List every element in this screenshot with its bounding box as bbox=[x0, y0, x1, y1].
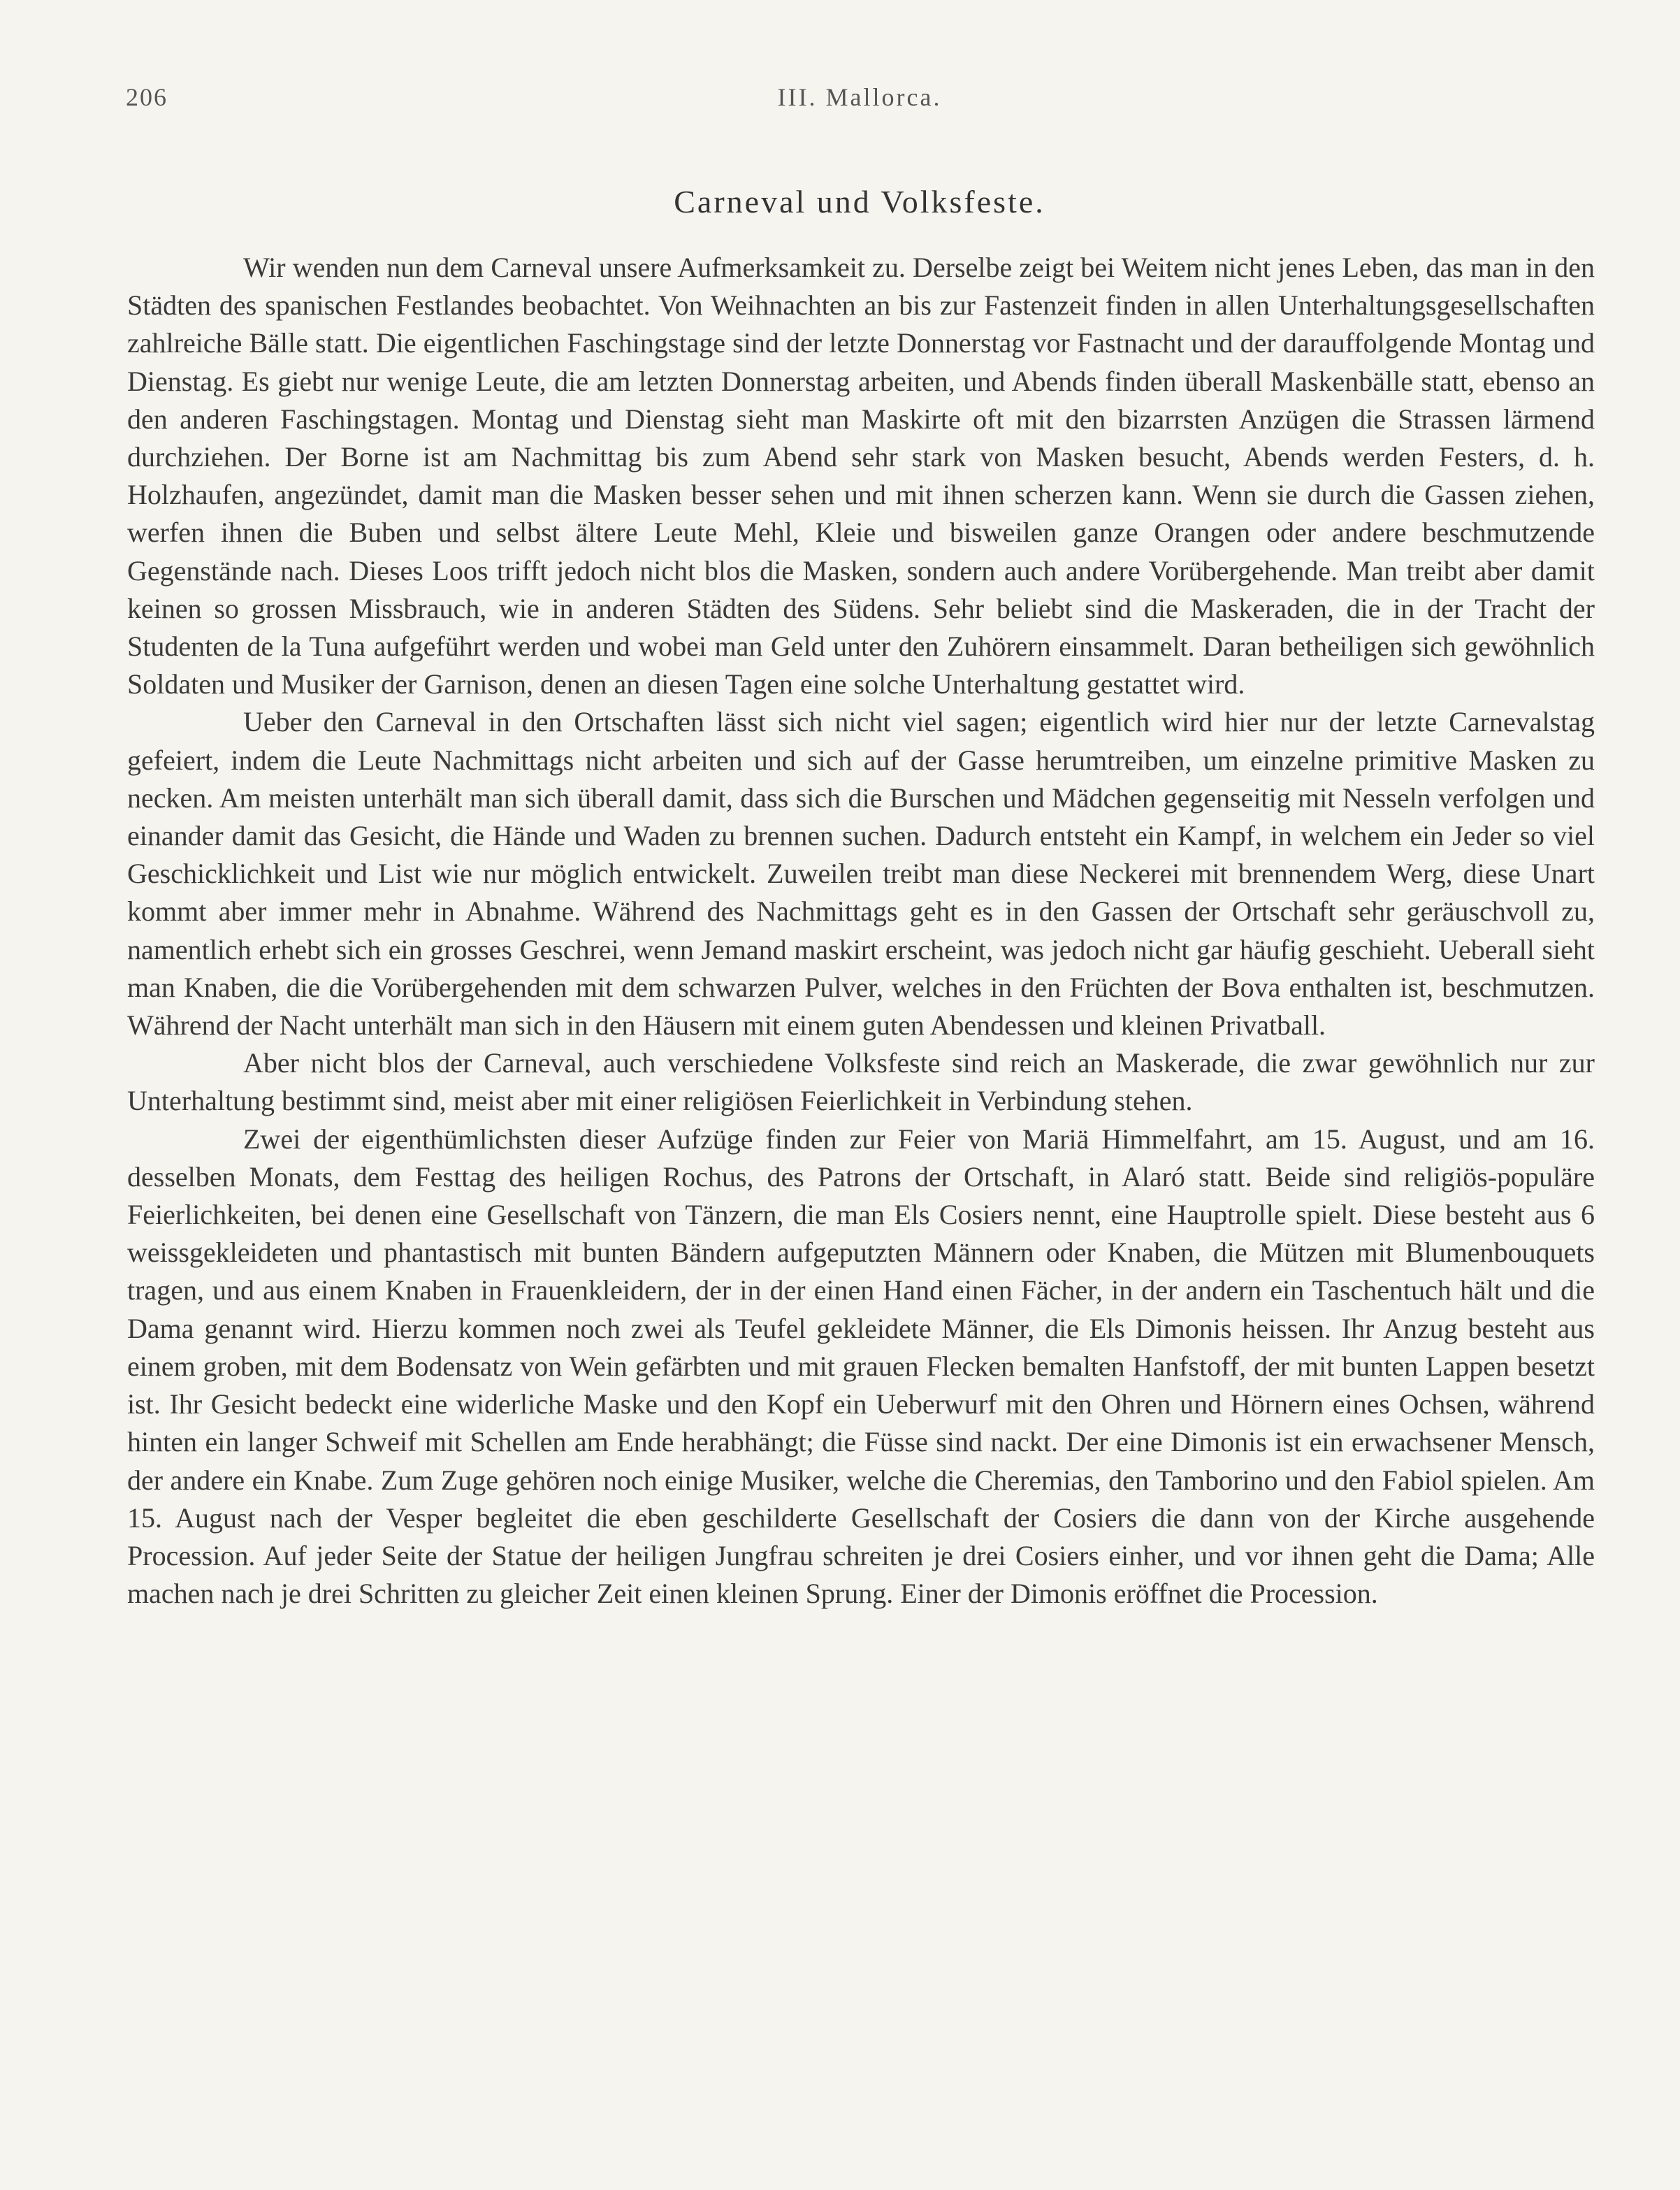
running-head: III. Mallorca. bbox=[777, 83, 942, 111]
paragraph: Wir wenden nun dem Carneval unsere Aufmerksamkeit zu. Derselbe zeigt bei Weitem nicht jenes Leben, das man in den Städten des spanischen Festlandes beobachtet. Von Weihnachten an bis zur Fastenzeit finden in allen Unterhaltungsgesellschaften zahlreiche Bälle statt. Die eigentlichen Faschingstage sind der letzte Donnerstag vor Fastnacht und der darauffolgende Montag und Dienstag. Es giebt nur wenige Leute, die am letzten Donnerstag arbeiten, und Abends finden überall Maskenbälle statt, ebenso an den anderen Faschingstagen. Montag und Dienstag sieht man Maskirte oft mit den bizarrsten Anzügen die Strassen lärmend durchziehen. Der Borne ist am Nachmittag bis zum Abend sehr stark von Masken besucht, Abends werden Festers, d. h. Holzhaufen, angezündet, damit man die Masken besser sehen und mit ihnen scherzen kann. Wenn sie durch die Gassen ziehen, werfen ihnen die Buben und selbst ältere Leute Mehl, Kleie und bisweilen ganze Orangen oder andere beschmutzende Gegenstände nach. Dieses Loos trifft jedoch nicht blos die Masken, sondern auch andere Vorübergehende. Man treibt aber damit keinen so grossen Missbrauch, wie in anderen Städten des Südens. Sehr beliebt sind die Maskeraden, die in der Tracht der Studenten de la Tuna aufgeführt werden und wobei man Geld unter den Zuhörern einsammelt. Daran betheiligen sich gewöhnlich Soldaten und Musiker der Garnison, denen an diesen Tagen eine solche Unterhaltung gestattet wird. bbox=[127, 252, 1595, 700]
paragraph: Ueber den Carneval in den Ortschaften lässt sich nicht viel sagen; eigentlich wird hier nur der letzte Carnevalstag gefeiert, indem die Leute Nachmittags nicht arbeiten und sich auf der Gasse herumtreiben, um einzelne primitive Masken zu necken. Am meisten unterhält man sich überall damit, dass sich die Burschen und Mädchen gegenseitig mit Nesseln verfolgen und einander damit das Gesicht, die Hände und Waden zu brennen suchen. Dadurch entsteht ein Kampf, in welchem ein Jeder so viel Geschicklichkeit und List wie nur möglich entwickelt. Zuweilen treibt man diese Neckerei mit brennendem Werg, diese Unart kommt aber immer mehr in Abnahme. Während des Nachmittags geht es in den Gassen der Ortschaft sehr geräuschvoll zu, namentlich erhebt sich ein grosses Geschrei, wenn Jemand maskirt erscheint, was jedoch nicht gar häufig geschieht. Ueberall sieht man Knaben, die die Vorübergehenden mit dem schwarzen Pulver, welches in den Früchten der Bova enthalten ist, beschmutzen. Während der Nacht unterhält man sich in den Häusern mit einem guten Abendessen und kleinen Privatball. bbox=[127, 706, 1595, 1042]
section-title: Carneval und Volksfeste. bbox=[674, 184, 1045, 219]
page-header bbox=[126, 82, 1593, 117]
body-text bbox=[127, 249, 1595, 1613]
paragraph: Aber nicht blos der Carneval, auch verschiedene Volksfeste sind reich an Maskerade, die zwar gewöhnlich nur zur Unterhaltung bestimmt sind, meist aber mit einer religiösen Feierlichkeit in Verbindung stehen. bbox=[127, 1047, 1595, 1117]
page-number: 206 bbox=[126, 83, 168, 111]
paragraph: Zwei der eigenthümlichsten dieser Aufzüge finden zur Feier von Mariä Himmelfahrt, am 15. August, und am 16. desselben Monats, dem Festtag des heiligen Rochus, des Patrons der Ortschaft, in Alaró statt. Beide sind religiös-populäre Feierlichkeiten, bei denen eine Gesellschaft von Tänzern, die man Els Cosiers nennt, eine Hauptrolle spielt. Diese besteht aus 6 weissgekleideten und phantastisch mit bunten Bändern aufgeputzten Männern oder Knaben, die Mützen mit Blumenbouquets tragen, und aus einem Knaben in Frauenkleidern, der in der einen Hand einen Fächer, in der andern ein Taschentuch hält und die Dama genannt wird. Hierzu kommen noch zwei als Teufel gekleidete Männer, die Els Dimonis heissen. Ihr Anzug besteht aus einem groben, mit dem Bodensatz von Wein gefärbten und mit grauen Flecken bemalten Hanfstoff, der mit bunten Lappen besetzt ist. Ihr Gesicht bedeckt eine widerliche Maske und den Kopf ein Ueberwurf mit den Ohren und Hörnern eines Ochsen, während hinten ein langer Schweif mit Schellen am Ende herabhängt; die Füsse sind nackt. Der eine Dimonis ist ein erwachsener Mensch, der andere ein Knabe. Zum Zuge gehören noch einige Musiker, welche die Cheremias, den Tamborino und den Fabiol spielen. Am 15. August nach der Vesper begleitet die eben geschilderte Gesellschaft der Cosiers die dann von der Kirche ausgehende Procession. Auf jeder Seite der Statue der heiligen Jungfrau schreiten je drei Cosiers einher, und vor ihnen geht die Dama; Alle machen nach je drei Schritten zu gleicher Zeit einen kleinen Sprung. Einer der Dimonis eröffnet die Procession. bbox=[127, 1123, 1595, 1610]
